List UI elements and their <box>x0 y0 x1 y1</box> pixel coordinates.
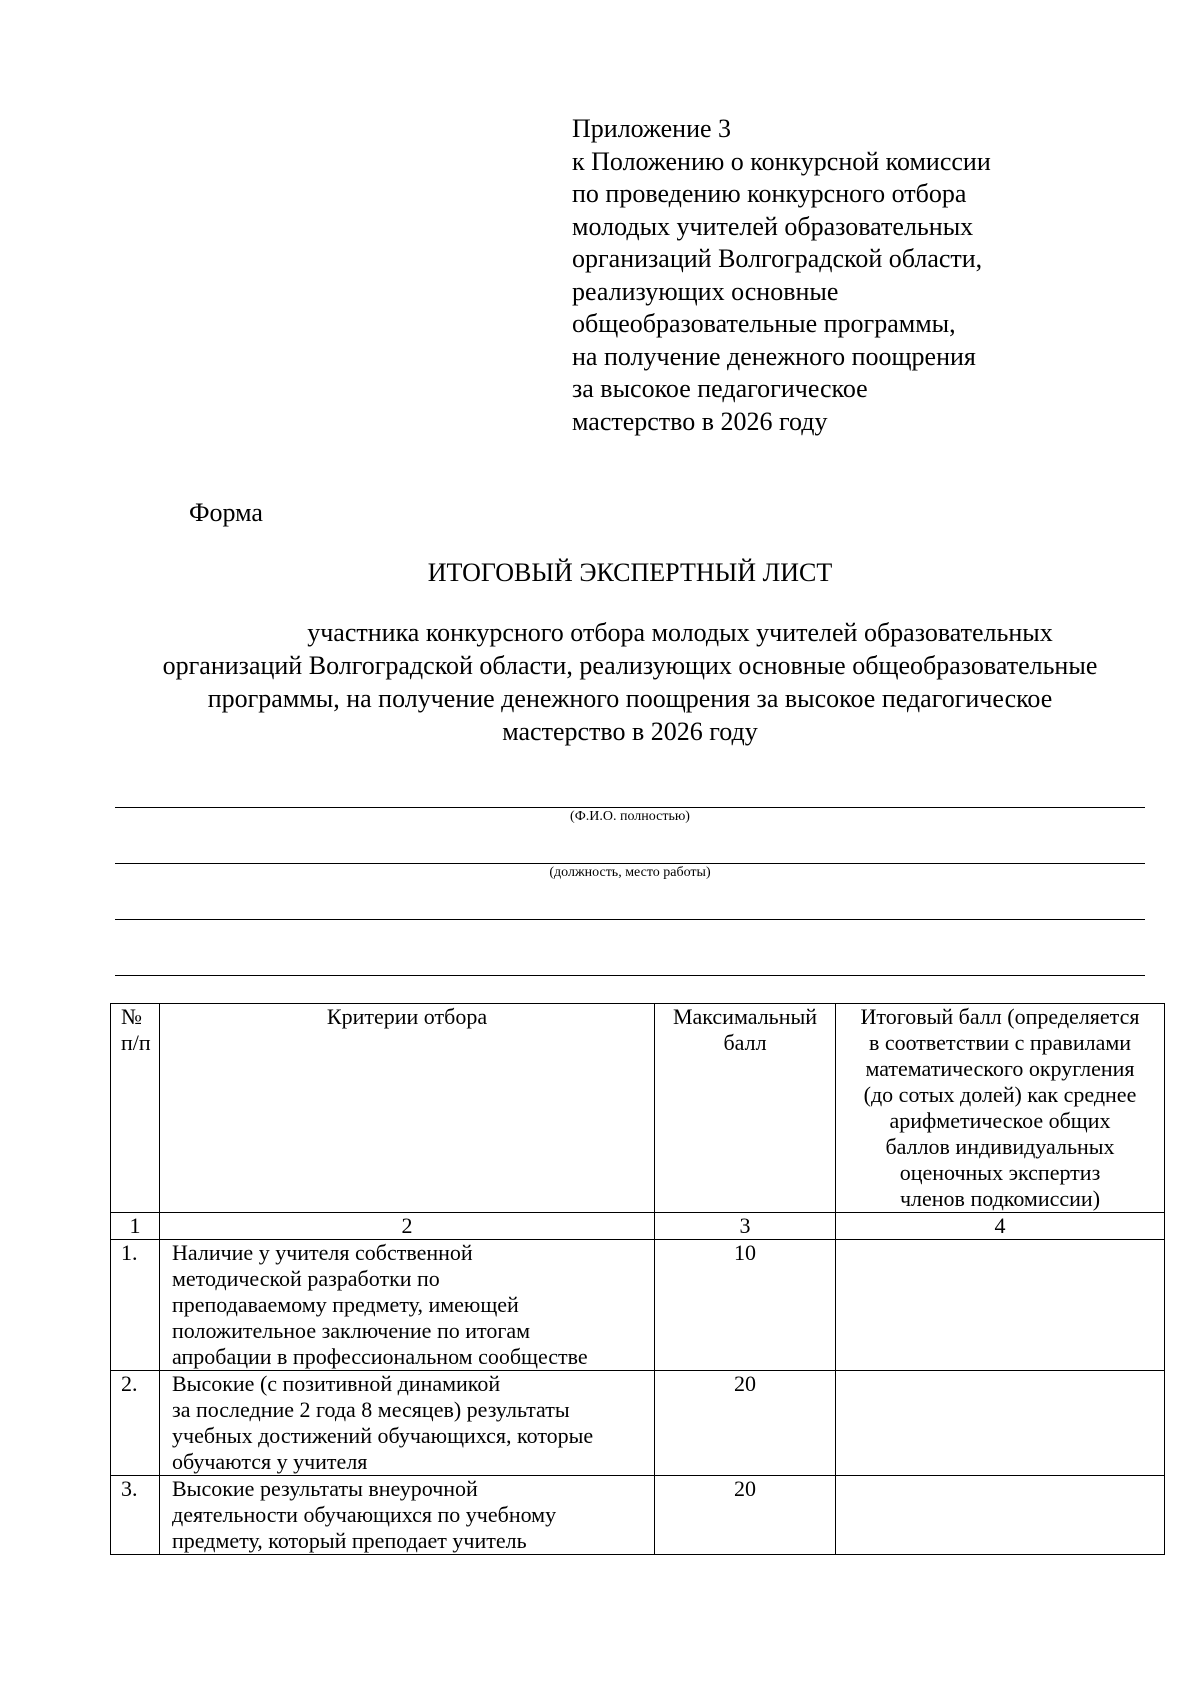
position-caption: (должность, место работы) <box>549 865 711 880</box>
row-final-score-cell[interactable] <box>836 1371 1165 1476</box>
appendix-block <box>572 113 991 438</box>
appendix-line: на получение денежного поощрения <box>572 341 976 371</box>
document-title: ИТОГОВЫЙ ЭКСПЕРТНЫЙ ЛИСТ <box>427 558 833 587</box>
table-row <box>111 1240 1165 1371</box>
header-max-score: Максимальный балл <box>655 1004 836 1213</box>
column-number: 4 <box>836 1213 1165 1240</box>
table-row <box>111 1476 1165 1555</box>
extra-fill-line[interactable] <box>115 975 1145 976</box>
column-number-row <box>111 1213 1165 1240</box>
header-criteria: Критерии отбора <box>160 1004 655 1213</box>
table-row <box>111 1371 1165 1476</box>
appendix-line: реализующих основные <box>572 276 839 306</box>
subtitle-line: программы, на получение денежного поощрения за высокое педагогическое <box>207 684 1053 713</box>
document-subtitle <box>110 616 1150 748</box>
table-header-row <box>111 1004 1165 1213</box>
row-number: 2. <box>111 1371 160 1476</box>
appendix-line: за высокое педагогическое <box>572 374 868 403</box>
row-criterion: Высокие результаты внеурочной деятельности обучающихся по учебному предмету, который преподает учитель <box>160 1476 655 1555</box>
row-final-score-cell[interactable] <box>836 1240 1165 1371</box>
row-number: 1. <box>111 1240 160 1371</box>
criteria-table <box>110 1003 1165 1555</box>
row-max-score: 20 <box>655 1371 836 1476</box>
row-max-score: 10 <box>655 1240 836 1371</box>
appendix-line: общеобразовательные программы, <box>572 309 956 338</box>
appendix-line: к Положению о конкурсной комиссии <box>572 146 991 176</box>
fio-fill-line[interactable] <box>115 807 1145 808</box>
position-fill-line[interactable] <box>115 863 1145 864</box>
row-criterion: Высокие (с позитивной динамикой за последние 2 года 8 месяцев) результаты учебных достижений обучающихся, которые обучаются у учителя <box>160 1371 655 1476</box>
subtitle-line: участника конкурсного отбора молодых учителей образовательных <box>307 618 1053 647</box>
appendix-line: молодых учителей образовательных <box>572 211 974 241</box>
appendix-line: по проведению конкурсного отбора <box>572 179 967 208</box>
column-number: 3 <box>655 1213 836 1240</box>
subtitle-line: мастерство в 2026 году <box>502 717 758 746</box>
row-max-score: 20 <box>655 1476 836 1555</box>
row-criterion: Наличие у учителя собственной методической разработки по преподаваемому предмету, имеющей положительное заключение по итогам апробации в профессиональном сообществе <box>160 1240 655 1371</box>
subtitle-line: организаций Волгоградской области, реализующих основные общеобразовательные <box>162 651 1098 680</box>
appendix-line: мастерство в 2026 году <box>572 406 828 436</box>
column-number: 1 <box>111 1213 160 1240</box>
extra-fill-line[interactable] <box>115 919 1145 920</box>
header-number: № п/п <box>111 1004 160 1213</box>
row-final-score-cell[interactable] <box>836 1476 1165 1555</box>
row-number: 3. <box>111 1476 160 1555</box>
fio-caption: (Ф.И.О. полностью) <box>570 809 690 824</box>
header-final-score: Итоговый балл (определяется в соответствии с правилами математического округления (до сотых долей) как среднее арифметическое общих баллов индивидуальных оценочных экспертиз членов подкомиссии) <box>836 1004 1165 1213</box>
appendix-line: организаций Волгоградской области, <box>572 244 983 273</box>
column-number: 2 <box>160 1213 655 1240</box>
appendix-line: Приложение 3 <box>572 114 732 143</box>
form-label: Форма <box>189 498 263 527</box>
